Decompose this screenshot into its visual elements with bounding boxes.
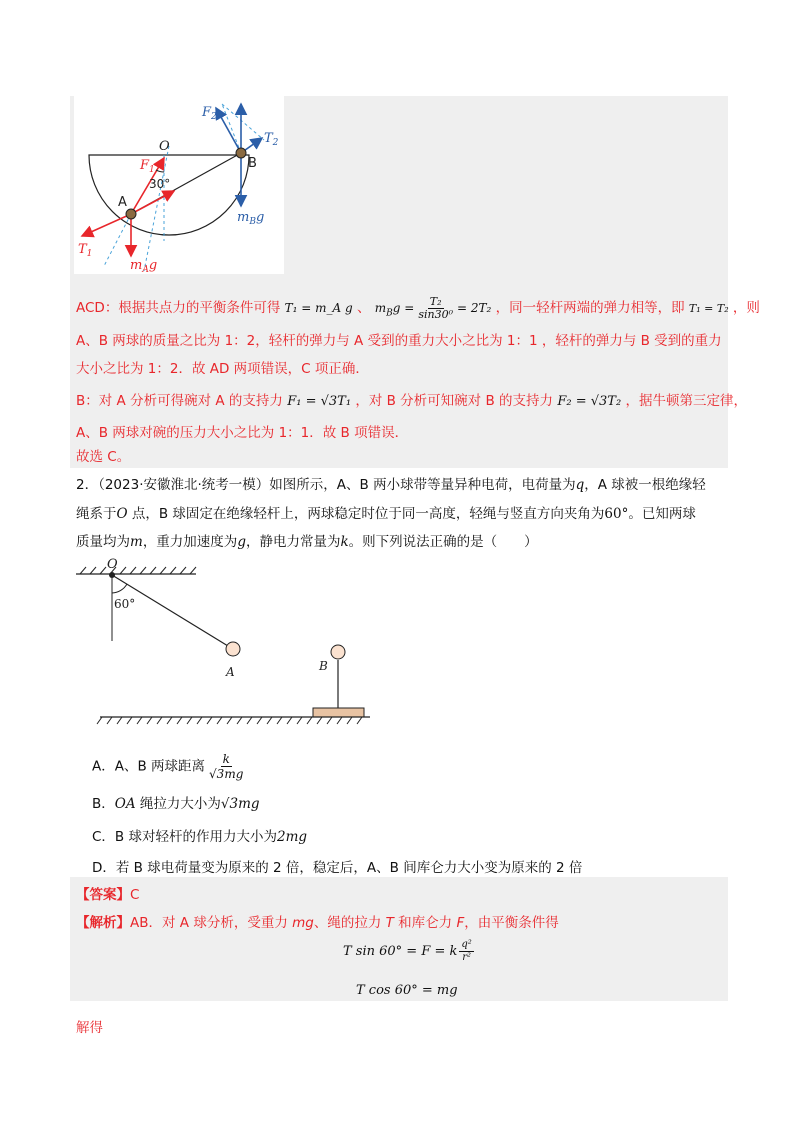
pendulum-diagram <box>70 556 390 726</box>
solution-line-4: B：对 A 分析可得碗对 A 的支持力 F₁ = √3T₁ ，对 B 分析可知碗对 B 的支持力 F₂ = √3T₂ ，据牛顿第三定律， <box>76 393 747 409</box>
option-d: D．若 B 球电荷量变为原来的 2 倍，稳定后，A、B 间库仑力大小变为原来的 2 倍 <box>92 860 583 876</box>
ball-a <box>126 209 136 219</box>
eq-t1-mag: T₁ = m_A g <box>284 301 353 315</box>
footer-text: 解得 <box>76 1020 103 1036</box>
eq-t1-t2: T₁ = T₂ <box>688 302 729 315</box>
label-o: O <box>159 139 170 154</box>
eq-f1: F₁ = √3T₁ <box>287 394 352 409</box>
equation-2: T cos 60° = mg <box>356 983 458 998</box>
label-f1: $F_1$ <box>140 158 155 175</box>
dash-b2 <box>222 104 264 140</box>
dash-a1 <box>104 214 131 266</box>
label-angle: 60° <box>114 597 136 611</box>
label-b: B <box>248 156 257 171</box>
bowl-outline <box>89 155 249 235</box>
dash-b1 <box>222 104 241 153</box>
eq-mbg: $m_Bg$ = $\frac{\text{T₂}}{\text{sin30⁰}}$ = 2T₂ <box>374 295 492 321</box>
option-b: B．OA 绳拉力大小为√3mg <box>92 796 260 812</box>
label-a: A <box>118 195 127 210</box>
ball-b <box>236 148 246 158</box>
option-c: C．B 球对轻杆的作用力大小为2mg <box>92 829 308 845</box>
question-2-line-3: 质量均为m，重力加速度为g，静电力常量为k。则下列说法正确的是（ ） <box>76 534 538 550</box>
ball-a <box>226 642 240 656</box>
label-a: A <box>226 665 235 679</box>
question-2-line-2: 绳系于O 点，B 球固定在绝缘轻杆上，两球稳定时位于同一高度，轻绳与竖直方向夹角为60°。已知两球 <box>76 506 696 522</box>
label-mbg: $m_Bg$ <box>237 210 265 227</box>
ball-b <box>331 645 345 659</box>
force-t1-arrow <box>82 214 131 236</box>
bowl-diagram <box>74 96 284 274</box>
solution-line-1: ACD：根据共点力的平衡条件可得 T₁ = m_A g 、 $m_Bg$ = $\frac{\text{T₂}}{\text{sin30⁰}}$ = 2T₂ ，同一轻杆两端的弹力相等，即 T₁ = T₂ ，则 <box>76 295 760 321</box>
angle-arc <box>156 170 164 172</box>
eq-f2: F₂ = √3T₂ <box>557 394 622 409</box>
bowl-figure <box>74 96 284 274</box>
label-t1: $T_1$ <box>78 242 93 259</box>
equation-1: T sin 60° = F = k $\frac{\text{q²}}{\text{r²}}$ <box>343 939 472 963</box>
force-f2-arrow <box>216 108 241 153</box>
solution-line-2: A、B 两球的质量之比为 1：2，轻杆的弹力与 A 受到的重力大小之比为 1：1 ，轻杆的弹力与 B 受到的重力 <box>76 333 722 349</box>
rod-base <box>313 708 364 717</box>
solution-line-3: 大小之比为 1：2．故 AD 两项错误，C 项正确． <box>76 361 369 377</box>
label-b: B <box>319 659 328 673</box>
analysis-line: 【解析】AB．对 A 球分析，受重力 mg、绳的拉力 T 和库仑力 F，由平衡条件得 <box>76 915 559 931</box>
label-angle: 30° <box>149 177 171 191</box>
solution-line-6: 故选 C。 <box>76 449 131 465</box>
question-2-line-1: 2．（2023·安徽淮北·统考一模）如图所示，A、B 两小球带等量异种电荷，电荷量为q，A 球被一根绝缘轻 <box>76 477 706 493</box>
label-o: O <box>107 557 118 572</box>
solution-line-5: A、B 两球对碗的压力大小之比为 1：1．故 B 项错误． <box>76 425 409 441</box>
answer: 【答案】C <box>76 887 140 903</box>
pendulum-figure <box>70 556 390 726</box>
label-t2: $T_2$ <box>264 131 279 148</box>
option-a: A．A、B 两球距离 $\frac{k}{√3mg}$ <box>92 752 244 781</box>
label-f2: $F_2$ <box>202 105 217 122</box>
label-mag: $m_Ag$ <box>130 258 158 274</box>
